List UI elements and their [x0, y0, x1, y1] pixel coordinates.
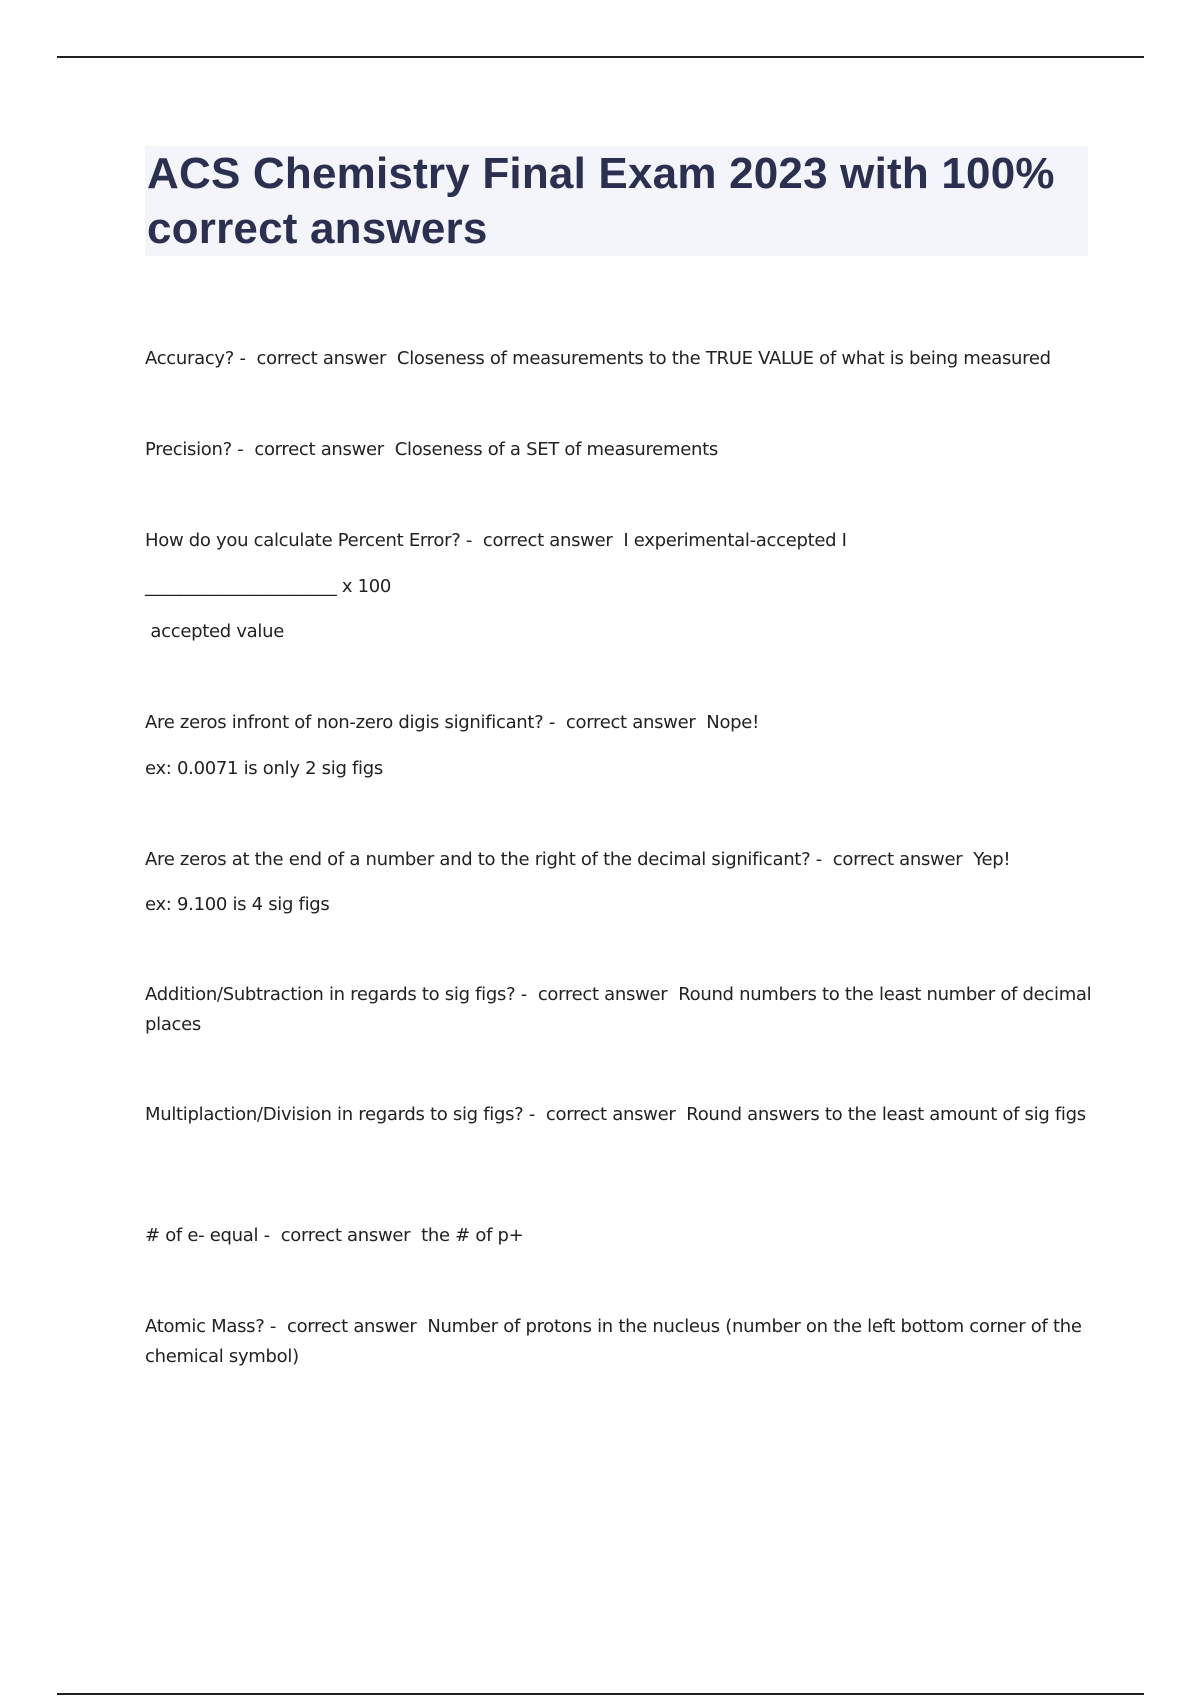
top-rule: [57, 56, 1144, 58]
qa-item: Are zeros infront of non-zero digis significant? - correct answer Nope!: [145, 712, 759, 733]
answer-label: correct answer: [280, 1225, 411, 1246]
question: How do you calculate Percent Error?: [145, 530, 461, 551]
formula-denominator: accepted value: [145, 621, 284, 642]
question: Are zeros at the end of a number and to the right of the decimal significant?: [145, 849, 811, 870]
answer-label: correct answer: [832, 849, 963, 870]
page-title: ACS Chemistry Final Exam 2023 with 100% correct answers: [147, 149, 1055, 253]
qa-item: # of e- equal - correct answer the # of p+: [145, 1225, 524, 1246]
example-line: ex: 0.0071 is only 2 sig figs: [145, 758, 383, 779]
bottom-rule: [57, 1693, 1144, 1695]
answer-label: correct answer: [545, 1104, 676, 1125]
answer: Closeness of a SET of measurements: [394, 439, 718, 460]
answer: I experimental-accepted I: [623, 530, 847, 551]
qa-item: Are zeros at the end of a number and to the right of the decimal significant? - correct answer Yep!: [145, 849, 1011, 870]
question: Addition/Subtraction in regards to sig figs?: [145, 984, 516, 1005]
qa-item: Accuracy? - correct answer Closeness of measurements to the TRUE VALUE of what is being measured: [145, 348, 1051, 369]
answer-label: correct answer: [565, 712, 696, 733]
answer: Round answers to the least amount of sig figs: [686, 1104, 1086, 1125]
question: Multiplaction/Division in regards to sig figs?: [145, 1104, 524, 1125]
example-line: ex: 9.100 is 4 sig figs: [145, 894, 330, 915]
question: # of e- equal: [145, 1225, 259, 1246]
answer-label: correct answer: [537, 984, 668, 1005]
question: Atomic Mass?: [145, 1316, 265, 1337]
qa-item: Addition/Subtraction in regards to sig figs? - correct answer Round numbers to the least number of decimal places: [145, 984, 1092, 1035]
answer: Number of protons in the nucleus (number on the left bottom corner of the chemical symbol): [145, 1316, 1082, 1367]
qa-item: How do you calculate Percent Error? - correct answer I experimental-accepted I: [145, 530, 847, 551]
answer: Yep!: [973, 849, 1011, 870]
question: Precision?: [145, 439, 232, 460]
answer-label: correct answer: [286, 1316, 417, 1337]
formula-line: ______________________ x 100: [145, 576, 392, 597]
answer-label: correct answer: [256, 348, 387, 369]
title-block: [145, 146, 1088, 256]
answer-label: correct answer: [482, 530, 613, 551]
answer-label: correct answer: [254, 439, 384, 460]
answer: Round numbers to the least number of decimal places: [145, 984, 1092, 1035]
qa-item: Atomic Mass? - correct answer Number of protons in the nucleus (number on the left bottom corner of the chemical symbol): [145, 1316, 1082, 1367]
answer: Closeness of measurements to the TRUE VALUE of what is being measured: [396, 348, 1051, 369]
question: Are zeros infront of non-zero digis significant?: [145, 712, 544, 733]
qa-item: Precision? - correct answer Closeness of a SET of measurements: [145, 439, 718, 460]
question: Accuracy?: [145, 348, 235, 369]
answer: Nope!: [706, 712, 759, 733]
answer: the # of p+: [421, 1225, 524, 1246]
qa-item: Multiplaction/Division in regards to sig figs? - correct answer Round answers to the least amount of sig figs: [145, 1104, 1086, 1125]
